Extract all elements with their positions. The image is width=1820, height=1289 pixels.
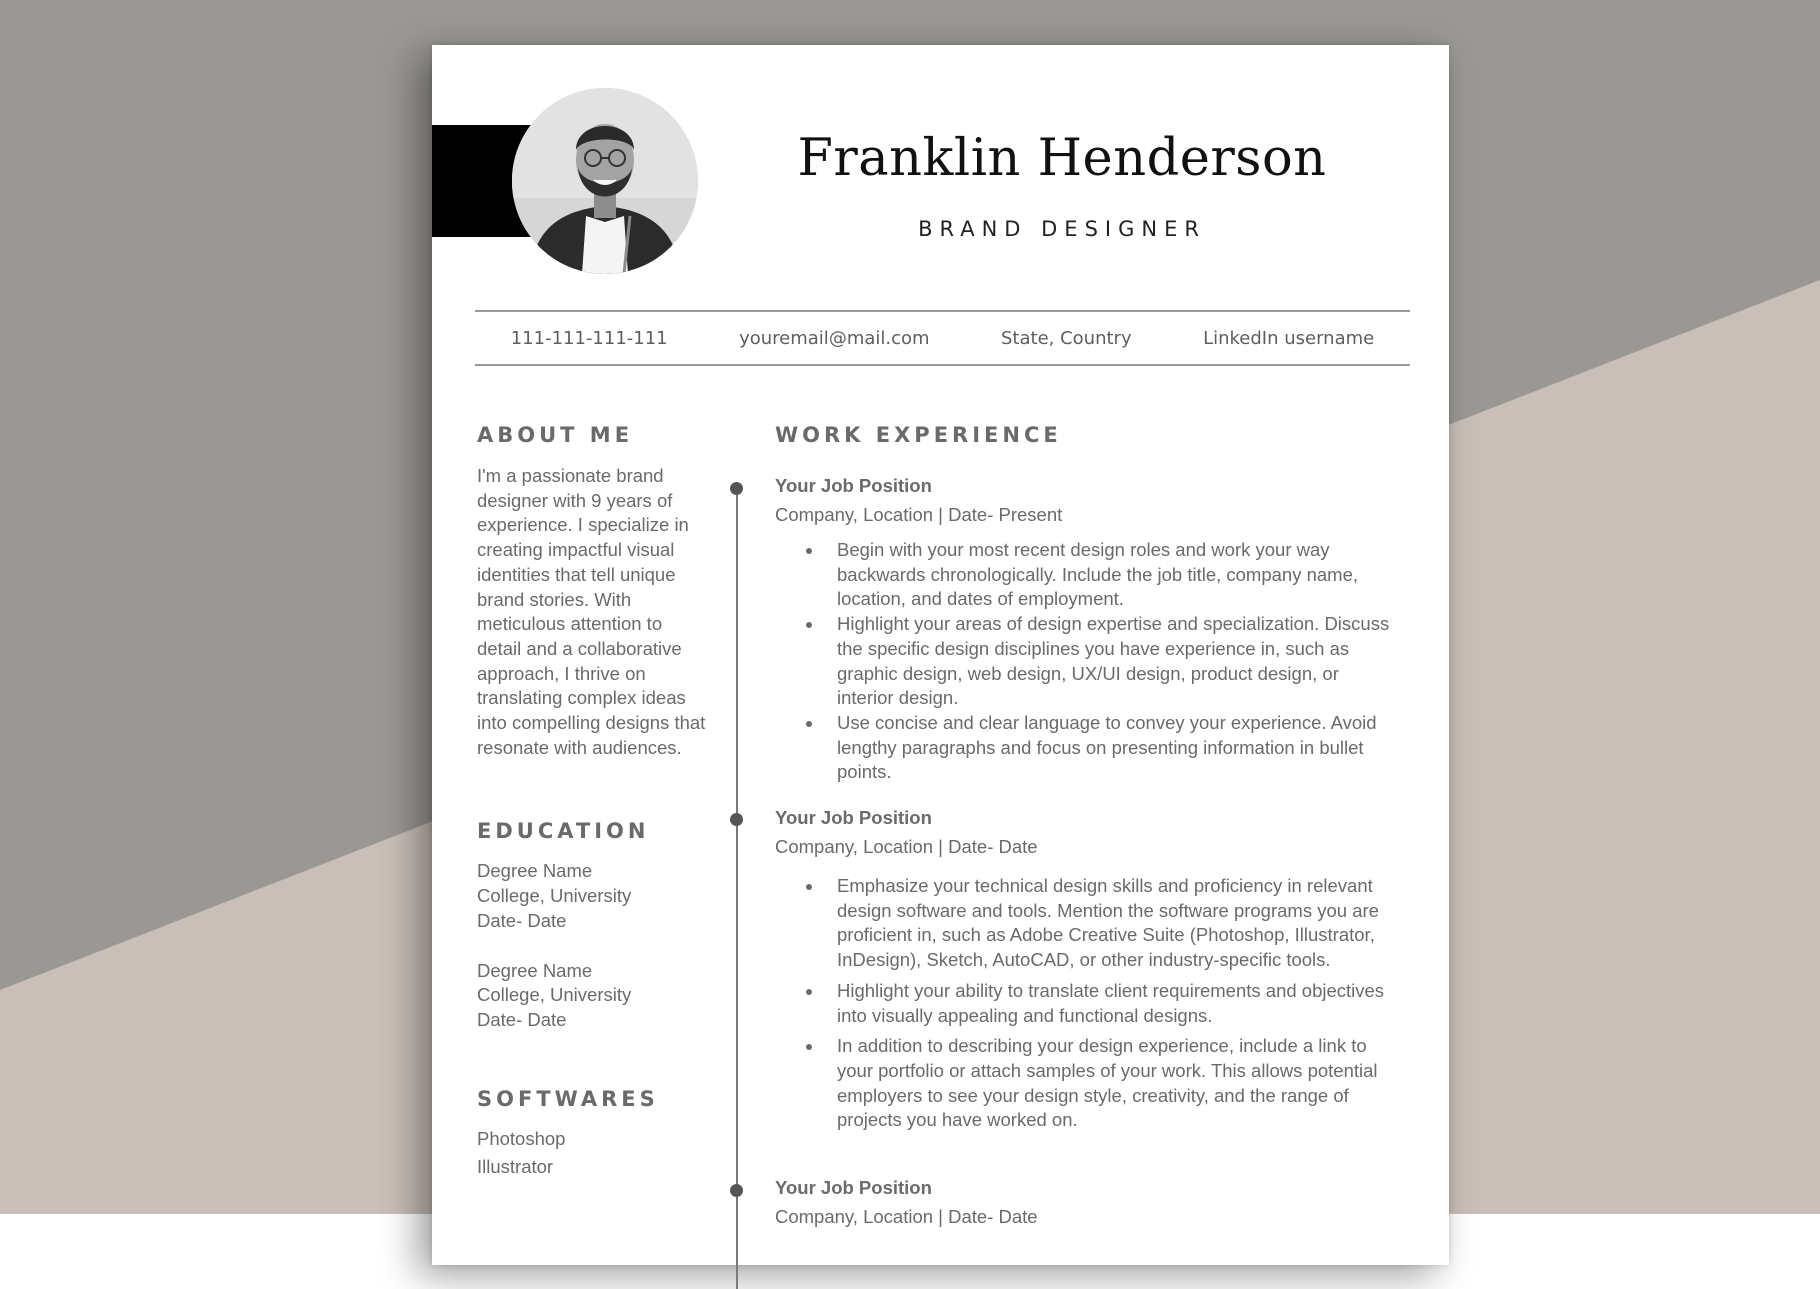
job-entry bbox=[775, 807, 1395, 1139]
contact-phone: 111-111-111-111 bbox=[510, 327, 668, 349]
education-degree: Degree Name bbox=[477, 959, 593, 981]
softwares-list bbox=[477, 1125, 707, 1181]
contact-linkedin: LinkedIn username bbox=[1203, 327, 1375, 349]
candidate-name: Franklin Henderson bbox=[797, 129, 1327, 188]
job-bullet: In addition to describing your design experience, include a link to your portfolio or attach samples of your work. This allows potential employers to see your design style, creativity, and the range of projects you have worked on. bbox=[837, 1034, 1395, 1133]
left-column bbox=[477, 423, 707, 1181]
job-title: BRAND DESIGNER bbox=[918, 217, 1206, 241]
job-meta: Company, Location | Date- Present bbox=[775, 504, 1063, 525]
job-meta: Company, Location | Date- Date bbox=[775, 836, 1038, 857]
softwares-heading: SOFTWARES bbox=[477, 1086, 659, 1111]
work-heading: WORK EXPERIENCE bbox=[775, 423, 1062, 447]
job-bullet: Highlight your ability to translate client requirements and objectives into visually appealing and functional designs. bbox=[837, 979, 1395, 1028]
contact-email: youremail@mail.com bbox=[739, 327, 930, 349]
contact-bar bbox=[475, 310, 1410, 366]
job-meta: Company, Location | Date- Date bbox=[775, 1206, 1038, 1227]
timeline-dot bbox=[730, 813, 743, 826]
job-bullet: Begin with your most recent design roles and work your way backwards chronologically. Include the job title, company name, location, and dates of employment. bbox=[837, 538, 1395, 612]
timeline-line bbox=[736, 489, 738, 1289]
contact-location: State, Country bbox=[1001, 327, 1132, 349]
education-date: Date- Date bbox=[477, 1008, 567, 1030]
education-school: College, University bbox=[477, 885, 632, 907]
job-bullet: Use concise and clear language to convey your experience. Avoid lengthy paragraphs and focus on presenting information in bullet points. bbox=[837, 711, 1395, 785]
education-item bbox=[477, 859, 707, 933]
education-school: College, University bbox=[477, 984, 632, 1006]
job-bullets bbox=[775, 538, 1395, 785]
software-item: Photoshop bbox=[477, 1127, 566, 1149]
job-position: Your Job Position bbox=[775, 1177, 932, 1198]
job-entry bbox=[775, 475, 1395, 785]
about-text: I'm a passionate brand designer with 9 years of experience. I specialize in creating impactful visual identities that tell unique brand stories. With meticulous attention to detail and a collaborative approach, I thrive on translating complex ideas into compelling designs that resonate with audiences. bbox=[477, 465, 706, 758]
job-entry bbox=[775, 1177, 1395, 1228]
education-item bbox=[477, 959, 707, 1033]
job-bullet: Emphasize your technical design skills and proficiency in relevant design software and tools. Mention the software programs you are proficient in, such as Adobe Creative Suite (Photoshop, Illustrator, InDesign), Sketch, AutoCAD, or other industry-specific tools. bbox=[837, 874, 1395, 973]
resume-page bbox=[432, 45, 1449, 1265]
timeline-dot bbox=[730, 1184, 743, 1197]
right-column bbox=[775, 423, 1395, 1227]
software-item: Illustrator bbox=[477, 1155, 554, 1177]
education-heading: EDUCATION bbox=[477, 819, 650, 844]
education-date: Date- Date bbox=[477, 909, 567, 931]
profile-photo bbox=[512, 88, 698, 274]
job-bullets bbox=[775, 874, 1395, 1133]
job-position: Your Job Position bbox=[775, 807, 932, 828]
timeline-dot bbox=[730, 482, 743, 495]
education-degree: Degree Name bbox=[477, 860, 593, 882]
about-heading: ABOUT ME bbox=[477, 423, 634, 447]
job-bullet: Highlight your areas of design expertise and specialization. Discuss the specific design disciplines you have experience in, such as graphic design, web design, UX/UI design, product design, or interior design. bbox=[837, 612, 1395, 711]
job-position: Your Job Position bbox=[775, 475, 932, 496]
